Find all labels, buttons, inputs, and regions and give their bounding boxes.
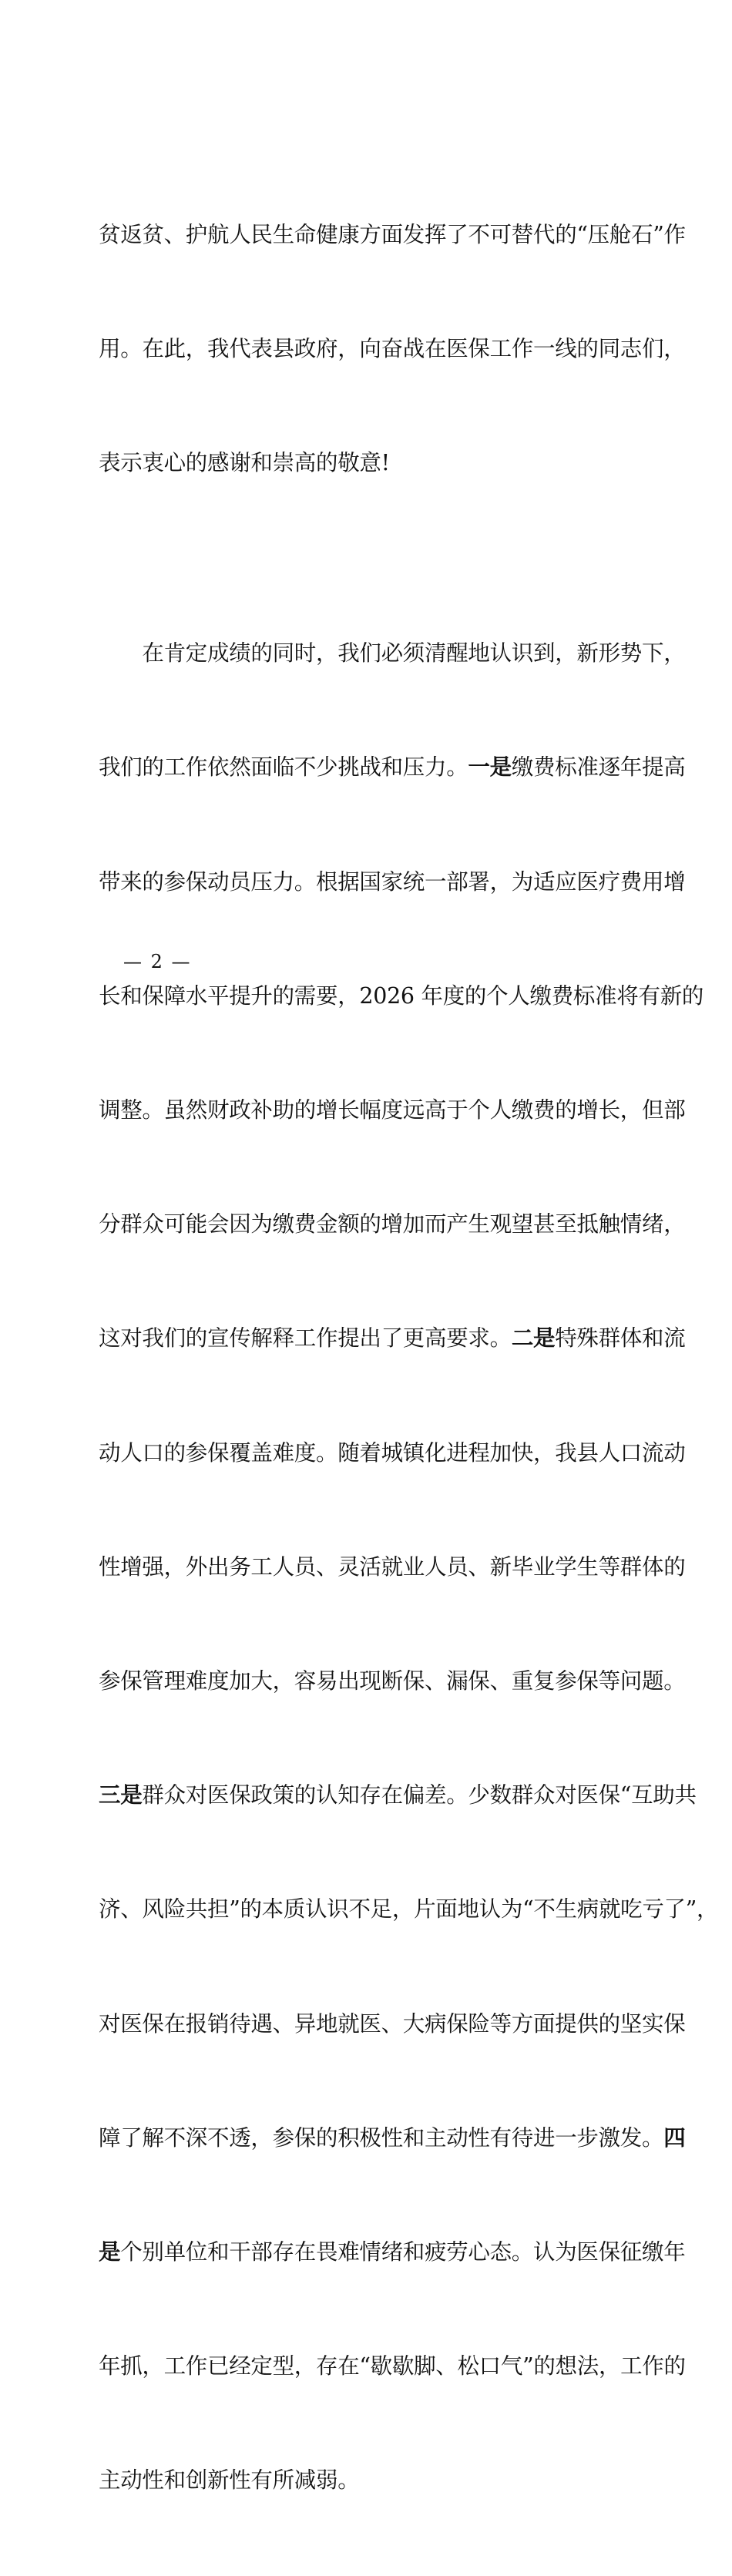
text-line: 调整。虽然财政补助的增长幅度远高于个人缴费的增长，但部 <box>99 1097 686 1123</box>
text-line: 在肯定成绩的同时，我们必须清醒地认识到，新形势下， <box>99 640 686 667</box>
text-line: 长和保障水平提升的需要，2026 年度的个人缴费标准将有新的 <box>99 982 704 1009</box>
text-line: 性增强，外出务工人员、灵活就业人员、新毕业学生等群体的 <box>99 1553 686 1580</box>
document-body <box>99 139 719 2576</box>
page-number: — 2 — <box>123 951 192 972</box>
text-line: 对医保在报销待遇、异地就医、大病保险等方面提供的坚实保 <box>99 2010 686 2037</box>
emphasis-marker-fourth-a: 四 <box>663 2124 686 2151</box>
text-run: 这对我们的宣传解释工作提出了更高要求。 <box>99 1325 512 1352</box>
text-line: 参保管理难度加大，容易出现断保、漏保、重复参保等问题。 <box>99 1668 686 1694</box>
text-line: 贫返贫、护航人民生命健康方面发挥了不可替代的“压舱石”作 <box>99 221 686 247</box>
paragraph-1 <box>99 139 686 558</box>
text-line: 带来的参保动员压力。根据国家统一部署，为适应医疗费用增 <box>99 868 686 895</box>
paragraph-2 <box>99 558 719 2575</box>
emphasis-marker-second: 二是 <box>511 1325 556 1352</box>
text-run: 个别单位和干部存在畏难情绪和疲劳心态。认为医保征缴年 <box>120 2239 686 2265</box>
text-run: 缴费标准逐年提高 <box>511 754 686 781</box>
text-line: 用。在此，我代表县政府，向奋战在医保工作一线的同志们， <box>99 336 686 362</box>
text-run: 群众对医保政策的认知存在偏差。少数群众对医保“互助共 <box>142 1782 697 1809</box>
emphasis-marker-third: 三是 <box>99 1782 143 1809</box>
emphasis-marker-fourth-b: 是 <box>99 2239 121 2265</box>
text-run: 障了解不深不透，参保的积极性和主动性有待进一步激发。 <box>99 2124 664 2151</box>
text-line: 分群众可能会因为缴费金额的增加而产生观望甚至抵触情绪， <box>99 1211 686 1238</box>
emphasis-marker-first: 一是 <box>468 754 512 781</box>
text-line <box>99 1776 697 1814</box>
text-run: 我们的工作依然面临不少挑战和压力。 <box>99 754 468 781</box>
text-line: 动人口的参保覆盖难度。随着城镇化进程加快，我县人口流动 <box>99 1439 686 1466</box>
text-line <box>99 748 686 786</box>
text-run: 特殊群体和流 <box>555 1325 686 1352</box>
text-line <box>99 2233 686 2271</box>
text-line: 年抓，工作已经定型，存在“歇歇脚、松口气”的想法，工作的 <box>99 2353 686 2380</box>
text-line <box>99 1319 686 1357</box>
text-line: 济、风险共担”的本质认识不足，片面地认为“不生病就吃亏了”， <box>99 1896 719 1923</box>
text-line: 表示衷心的感谢和崇高的敬意! <box>99 450 390 476</box>
text-line: 主动性和创新性有所减弱。 <box>99 2467 360 2494</box>
text-line <box>99 2119 686 2157</box>
